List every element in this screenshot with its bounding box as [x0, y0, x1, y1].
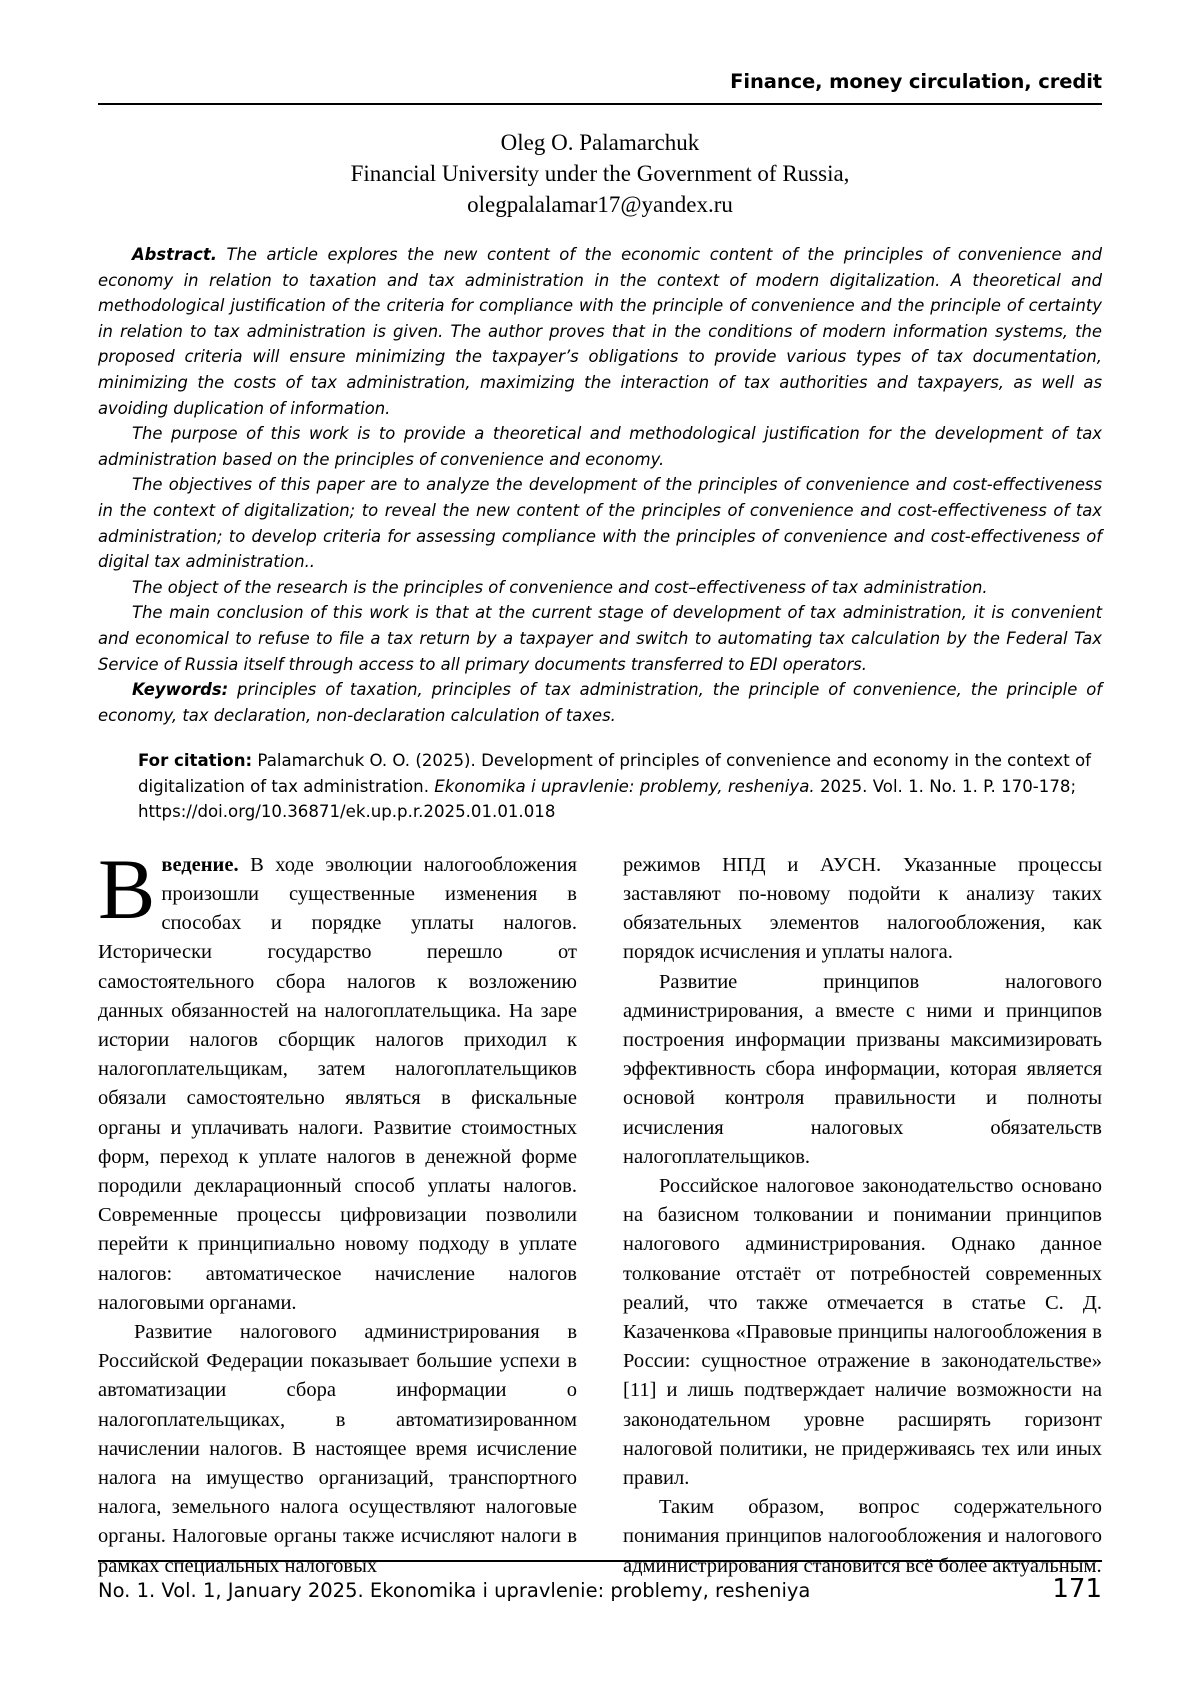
column-left	[98, 840, 577, 1581]
running-head: Finance, money circulation, credit	[730, 70, 1102, 93]
left-paragraph-2: Развитие налогового администрирования в Российской Федерации показывает большие успехи в автоматизации сбора информации о налогоплательщиках, в автоматизированном начислении налогов. В настоящее время исчисление налога на имущество организаций, транспортного налога, земельного налога осуществляют налоговые органы. Налоговые органы также исчисляют налоги в рамках специальных налоговых	[98, 1321, 577, 1577]
intro-label: ведение.	[161, 853, 239, 876]
intro-text: В ходе эволюции налогообложения произошли существенные изменения в способах и порядке уплаты налогов. Исторически государство перешло от самостоятельного сбора налогов к возложению данных обязанностей на налогоплательщика. На заре истории налогов сборщик налогов приходил к налогоплательщикам, затем налогоплательщиков обязали самостоятельно являться в фискальные органы и уплачивать налоги. Развитие стоимостных форм, переход к уплате налогов в денежной форме породили декларационный способ уплаты налогов. Современные процессы цифровизации позволили перейти к принципиально новому подходу в уплате налогов: автоматическое начисление налогов налоговыми органами.	[98, 853, 577, 1314]
abstract-label: Abstract.	[132, 245, 217, 264]
right-paragraph-1: режимов НПД и АУСН. Указанные процессы заставляют по-новому подойти к анализу таких обязательных элементов налогообложения, как порядок исчисления и уплаты налога.	[623, 853, 1102, 964]
abstract-paragraph-1	[98, 242, 1102, 421]
footer-row	[98, 1574, 1102, 1604]
page-content	[98, 70, 1102, 1581]
abstract-text-1: The article explores the new content of the economic content of the principles of convenience and economy in relation to taxation and tax administration in the context of modern digitalization. A theoretical and methodological justification of the criteria for compliance with the principle of convenience and the principle of certainty in relation to tax administration is given. The author proves that in the conditions of modern information systems, the proposed criteria will ensure minimizing the taxpayer’s obligations to provide various types of tax documentation, minimizing the costs of tax administration, maximizing the interaction of tax authorities and taxpayers, as well as avoiding duplication of information.	[98, 245, 1102, 418]
citation-text-after: 2025. Vol. 1. No. 1. P. 170-178; https://doi.org/10.36871/ek.up.p.r.2025.01.01.018	[138, 776, 1077, 822]
page-number: 171	[1052, 1574, 1102, 1604]
footer-divider	[98, 1560, 1102, 1562]
author-block	[98, 127, 1102, 220]
abstract-paragraph-4: The object of the research is the principles of convenience and cost–effectiveness of tax administration.	[132, 577, 988, 597]
keywords-paragraph	[98, 677, 1102, 728]
abstract-paragraph-5: The main conclusion of this work is that at the current stage of development of tax administration, it is convenient and economical to refuse to file a tax return by a taxpayer and switch to automating tax calculation by the Federal Tax Service of Russia itself through access to all primary documents transferred to EDI operators.	[98, 603, 1102, 674]
abstract-section	[98, 242, 1102, 728]
right-paragraph-4: Таким образом, вопрос содержательного понимания принципов налогообложения и налогового администрирования становится всё более актуальным.	[623, 1496, 1102, 1577]
citation-journal: Ekonomika i upravlenie: problemy, resheniya.	[434, 776, 815, 796]
right-paragraph-2: Развитие принципов налогового администрирования, а вместе с ними и принципов построения информации призваны максимизировать эффективность сбора информации, которая является основой контроля правильности и полноты исчисления налоговых обязательств налогоплательщиков.	[623, 970, 1102, 1168]
author-affiliation: Financial University under the Government of Russia,	[350, 161, 850, 186]
author-name: Oleg O. Palamarchuk	[500, 130, 700, 155]
body-columns	[98, 840, 1102, 1581]
right-paragraph-3: Российское налоговое законодательство основано на базисном толковании и понимании принципов налогового администрирования. Однако данное толкование отстаёт от потребностей современных реалий, что также отмечается в статье С. Д. Казаченкова «Правовые принципы налогообложения в России: сущностное отражение в законодательстве» [11] и лишь подтверждает наличие возможности на законодательном уровне расширять горизонт налоговой политики, не придерживаясь тех или иных правил.	[623, 1175, 1102, 1490]
keywords-text: principles of taxation, principles of tax administration, the principle of convenience, the principle of economy, tax declaration, non-declaration calculation of taxes.	[98, 680, 1102, 725]
citation-label: For citation:	[138, 751, 253, 771]
abstract-paragraph-2: The purpose of this work is to provide a theoretical and methodological justification for the development of tax administration based on the principles of convenience and economy.	[98, 424, 1102, 469]
keywords-label: Keywords:	[132, 680, 229, 700]
abstract-paragraph-3: The objectives of this paper are to analyze the development of the principles of convenience and cost-effectiveness in the context of digitalization; to reveal the new content of the principles of convenience and cost-effectiveness of tax administration; to develop criteria for assessing compliance with the principles of convenience and cost-effectiveness of digital tax administration..	[98, 475, 1102, 572]
column-right	[623, 851, 1102, 1581]
page-footer	[98, 1560, 1102, 1604]
citation-text-before: Palamarchuk O. O. (2025). Development of principles of convenience and economy in the context of digitalization of tax administration.	[138, 751, 1091, 796]
drop-cap: В	[98, 840, 156, 937]
footer-journal-info: No. 1. Vol. 1, January 2025. Ekonomika i upravlenie: problemy, resheniya	[98, 1579, 811, 1602]
author-email: olegpalalamar17@yandex.ru	[467, 192, 733, 217]
citation-block	[138, 748, 1102, 825]
header-divider	[98, 103, 1102, 105]
intro-paragraph	[98, 840, 577, 1318]
